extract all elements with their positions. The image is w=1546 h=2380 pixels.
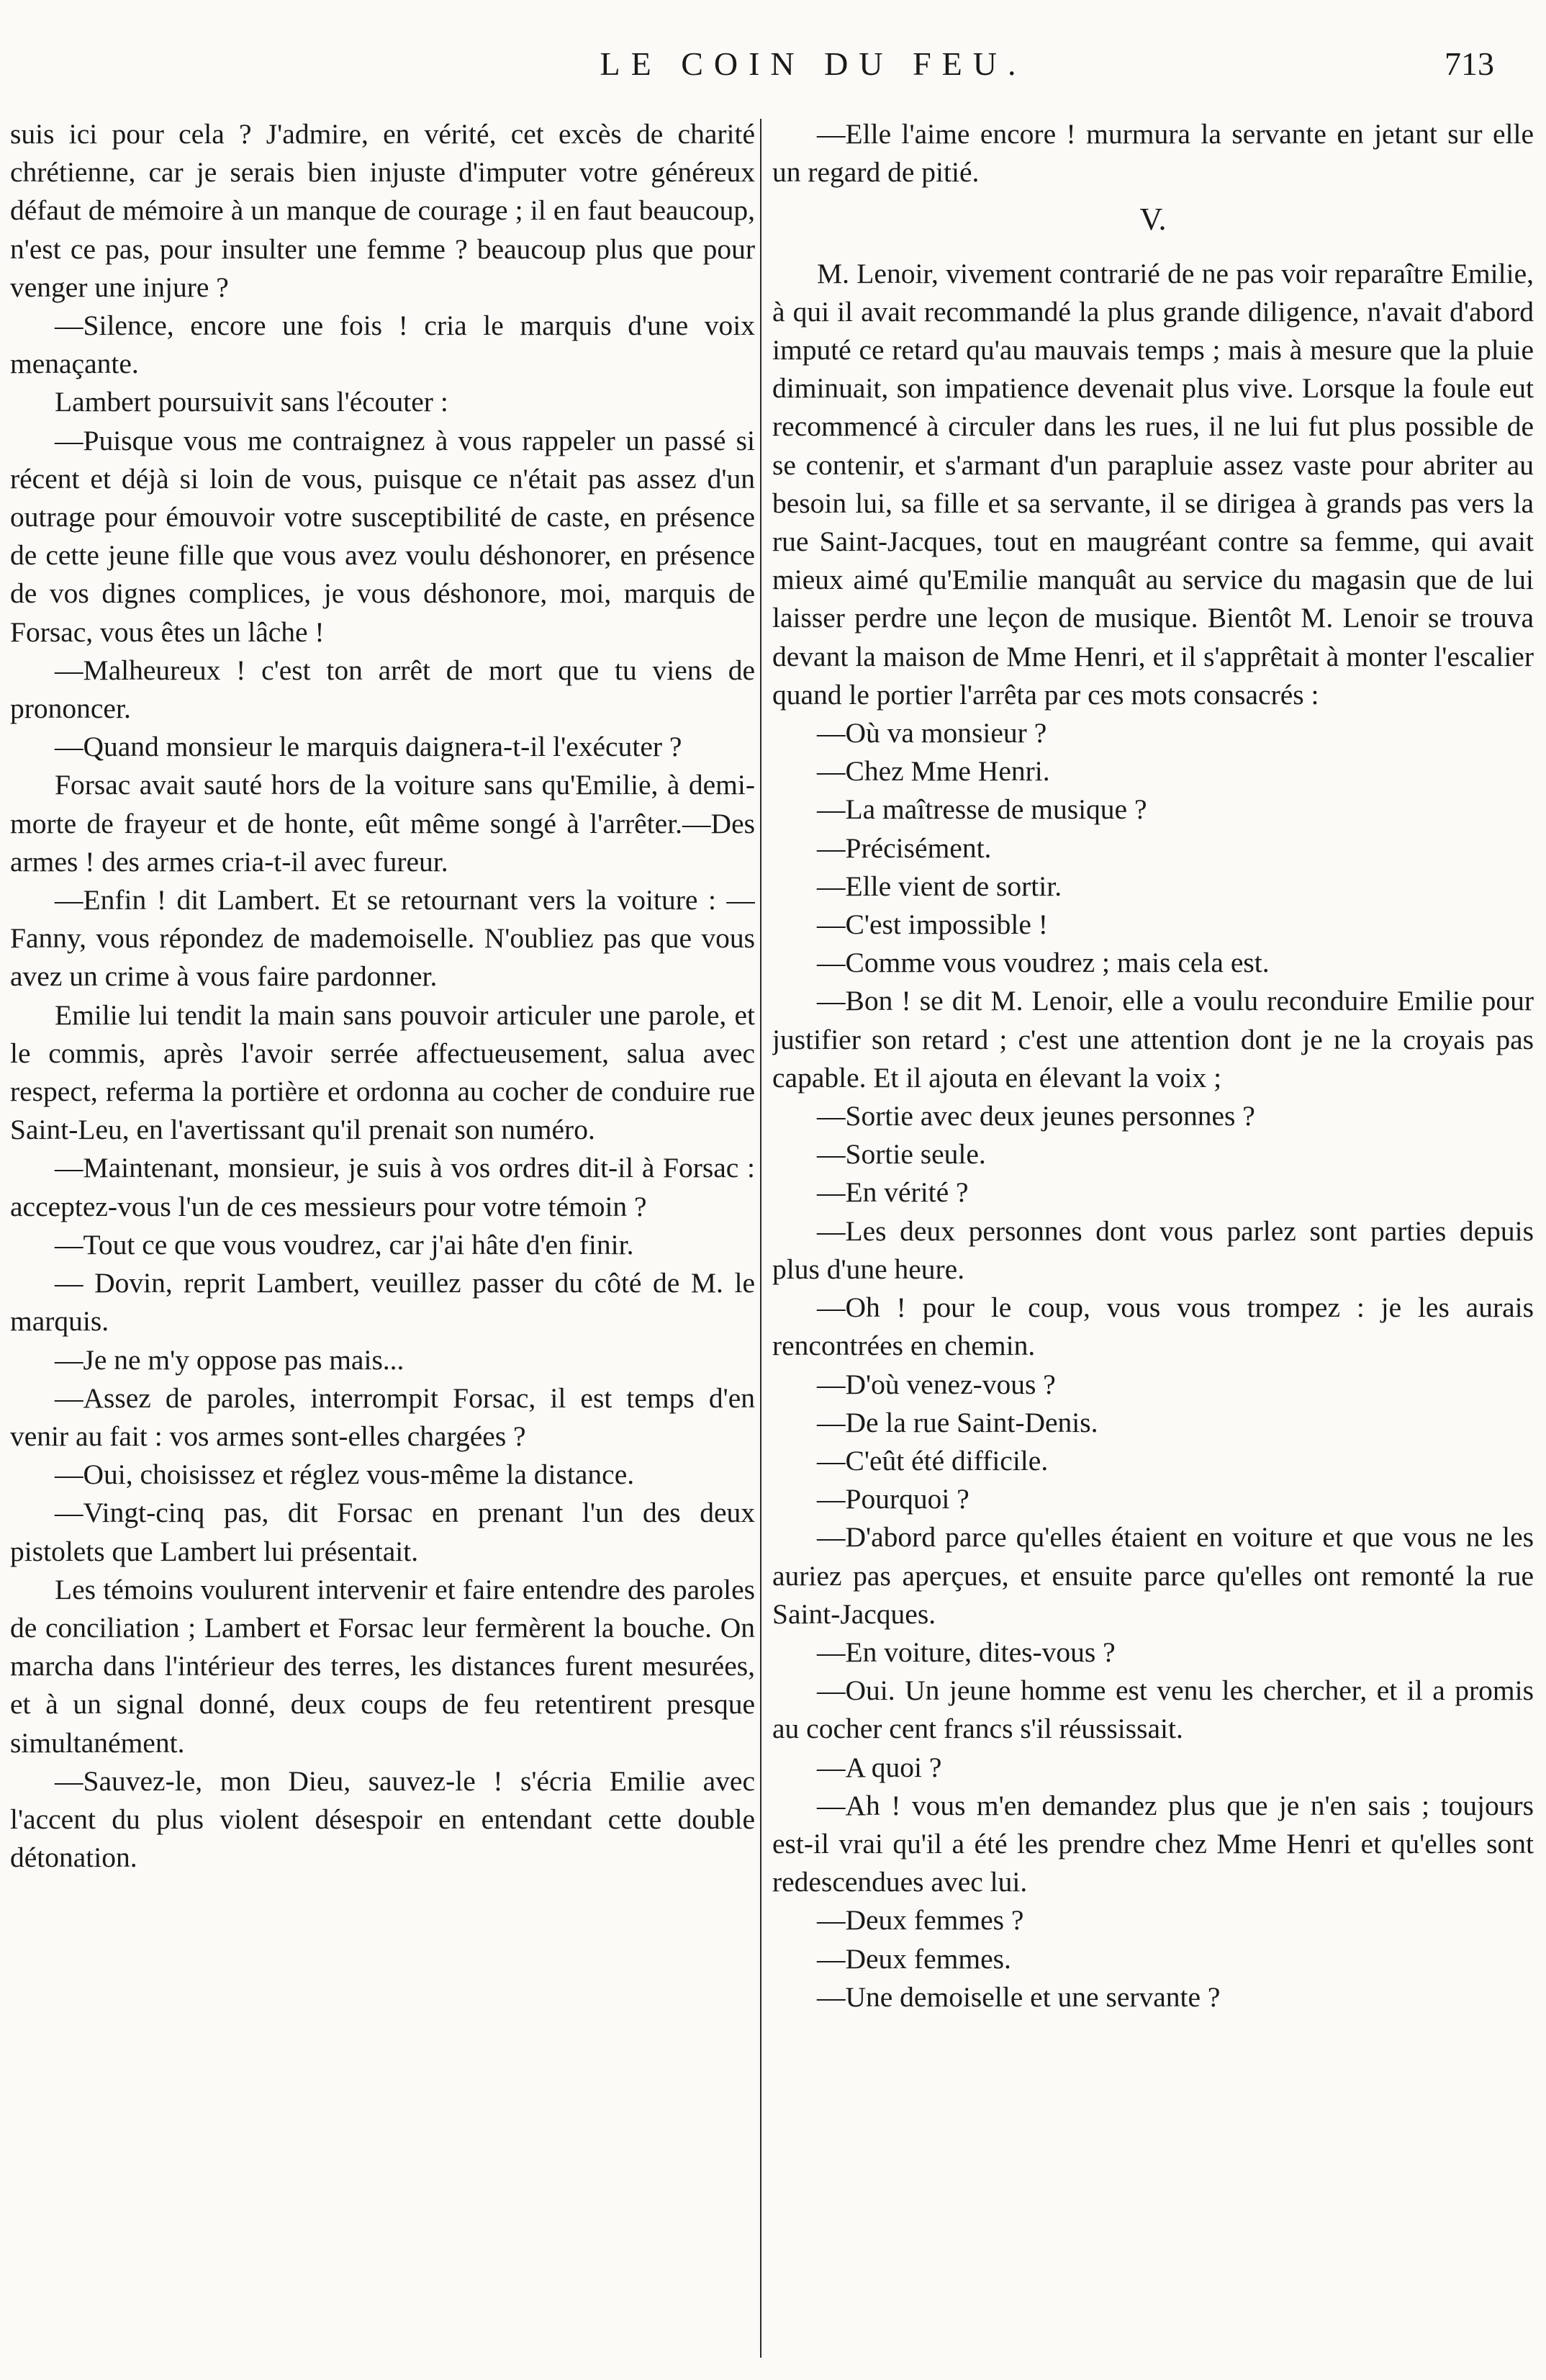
paragraph: —Où va monsieur ? [817, 717, 1047, 749]
paragraph: —Elle l'aime encore ! murmura la servante en jetant sur elle un regard de pitié. [772, 118, 1534, 189]
paragraph: —D'où venez-vous ? [817, 1368, 1056, 1400]
paragraph: Les témoins voulurent intervenir et faire entendre des paroles de conciliation ; Lambert et Forsac leur fermèrent la bouche. On marcha dans l'intérieur des terres, les distances furent mesurées, et à un signal donné, deux coups de feu retentirent presque simultanément. [10, 1573, 755, 1759]
paragraph: —Vingt-cinq pas, dit Forsac en prenant l'un des deux pistolets que Lambert lui présentait. [10, 1497, 755, 1567]
paragraph: —Puisque vous me contraignez à vous rappeler un passé si récent et déjà si loin de vous, puisque ce n'était pas assez d'un outrage pour émouvoir votre susceptibilité de caste, en présence de cette jeune fille que vous avez voulu déshonorer, en présence de vos dignes complices, je vous déshonore, moi, marquis de Forsac, vous êtes un lâche ! [10, 424, 755, 648]
paragraph: —Maintenant, monsieur, je suis à vos ordres dit-il à Forsac : acceptez-vous l'un de ces messieurs pour votre témoin ? [10, 1152, 755, 1222]
paragraph: M. Lenoir, vivement contrarié de ne pas voir reparaître Emilie, à qui il avait recommandé la plus grande diligence, n'avait d'abord imputé ce retard qu'au mauvais temps ; mais à mesure que la pluie diminuait, son impatience devenait plus vive. Lorsque la foule eut recommencé à circuler dans les rues, il ne lui fut plus possible de se contenir, et s'armant d'un parapluie assez vaste pour abriter au besoin lui, sa fille et sa servante, il se dirigea à grands pas vers la rue Saint-Jacques, tout en maugréant contre sa femme, qui avait mieux aimé qu'Emilie manquât au service du magasin que de lui laisser perdre une leçon de musique. Bientôt M. Lenoir se trouva devant la maison de Mme Henri, et il s'apprêtait à monter l'escalier quand le portier l'arrêta par ces mots consacrés : [772, 257, 1534, 711]
paragraph: —Sauvez-le, mon Dieu, sauvez-le ! s'écria Emilie avec l'accent du plus violent désespoir en entendant cette double détonation. [10, 1764, 755, 1874]
paragraph: —Précisément. [817, 831, 992, 864]
paragraph: —Elle vient de sortir. [817, 870, 1062, 902]
paragraph: —Tout ce que vous voudrez, car j'ai hâte d'en finir. [55, 1228, 634, 1261]
paragraph: —Malheureux ! c'est ton arrêt de mort que tu viens de prononcer. [10, 654, 755, 725]
paragraph: —C'est impossible ! [817, 909, 1048, 941]
paragraph: —Comme vous voudrez ; mais cela est. [817, 947, 1270, 979]
paragraph: —C'eût été difficile. [817, 1444, 1049, 1477]
paragraph: —Assez de paroles, interrompit Forsac, il est temps d'en venir au fait : vos armes sont-elles chargées ? [10, 1381, 755, 1452]
paragraph: Lambert poursuivit sans l'écouter : [55, 386, 448, 418]
paragraph: —Oui, choisissez et réglez vous-même la distance. [55, 1459, 635, 1491]
paragraph: —Oh ! pour le coup, vous vous trompez : je les aurais rencontrées en chemin. [772, 1292, 1534, 1362]
paragraph: —Ah ! vous m'en demandez plus que je n'en sais ; toujours est-il vrai qu'il a été les prendre chez Mme Henri et qu'elles sont redescendues avec lui. [772, 1789, 1534, 1898]
paragraph: —En vérité ? [817, 1176, 969, 1209]
paragraph: —Les deux personnes dont vous parlez sont parties depuis plus d'une heure. [772, 1214, 1534, 1285]
running-title: LE COIN DU FEU. [600, 45, 1027, 82]
paragraph: —En voiture, dites-vous ? [817, 1636, 1116, 1668]
paragraph: —Je ne m'y oppose pas mais... [55, 1343, 404, 1376]
paragraph: Forsac avait sauté hors de la voiture sans qu'Emilie, à demi-morte de frayeur et de honte, eût même songé à l'arrêter.—Des armes ! des armes cria-t-il avec fureur. [10, 769, 755, 878]
paragraph: —A quoi ? [817, 1751, 942, 1783]
left-column [10, 115, 755, 2365]
paragraph: Emilie lui tendit la main sans pouvoir articuler une parole, et le commis, après l'avoir serrée affectueusement, salua avec respect, referma la portière et ordonna au cocher de conduire rue Saint-Leu, en l'avertissant qu'il prenait son numéro. [10, 999, 755, 1146]
paragraph: —Enfin ! dit Lambert. Et se retournant vers la voiture : —Fanny, vous répondez de mademoiselle. N'oubliez pas que vous avez un crime à vous faire pardonner. [10, 884, 755, 993]
paragraph: —Sortie seule. [817, 1138, 986, 1171]
paragraph: —Deux femmes. [817, 1942, 1011, 1975]
paragraph: —Sortie avec deux jeunes personnes ? [817, 1100, 1255, 1132]
column-divider [760, 119, 761, 2358]
paragraph: suis ici pour cela ? J'admire, en vérité, cet excès de charité chrétienne, car je serais bien injuste d'imputer votre généreux défaut de mémoire à un manque de courage ; il en faut beaucoup, n'est ce pas, pour insulter une femme ? beaucoup plus que pour venger une injure ? [10, 118, 755, 303]
paragraph: —La maîtresse de musique ? [817, 793, 1147, 826]
page-number: 713 [1445, 45, 1494, 82]
paragraph: —Quand monsieur le marquis daignera-t-il l'exécuter ? [55, 731, 682, 763]
right-column [772, 115, 1534, 2365]
paragraph: — Dovin, reprit Lambert, veuillez passer du côté de M. le marquis. [10, 1267, 755, 1338]
paragraph: —Deux femmes ? [817, 1904, 1024, 1937]
paragraph: —Une demoiselle et une servante ? [817, 1980, 1221, 2013]
paragraph: —Silence, encore une fois ! cria le marquis d'une voix menaçante. [10, 310, 755, 380]
paragraph: —D'abord parce qu'elles étaient en voiture et que vous ne les auriez pas aperçues, et ensuite parce qu'elles ont remonté la rue Saint-Jacques. [772, 1521, 1534, 1630]
paragraph: —Pourquoi ? [817, 1483, 969, 1515]
paragraph: —Bon ! se dit M. Lenoir, elle a voulu reconduire Emilie pour justifier son retard ; c'est une attention dont je ne la croyais pas capable. Et il ajouta en élevant la voix ; [772, 985, 1534, 1094]
paragraph: —Oui. Un jeune homme est venu les chercher, et il a promis au cocher cent francs s'il réussissait. [772, 1674, 1534, 1745]
section-heading: V. [1139, 202, 1167, 238]
paragraph: —De la rue Saint-Denis. [817, 1406, 1098, 1438]
paragraph: —Chez Mme Henri. [817, 755, 1050, 788]
page-header [14, 45, 1526, 88]
